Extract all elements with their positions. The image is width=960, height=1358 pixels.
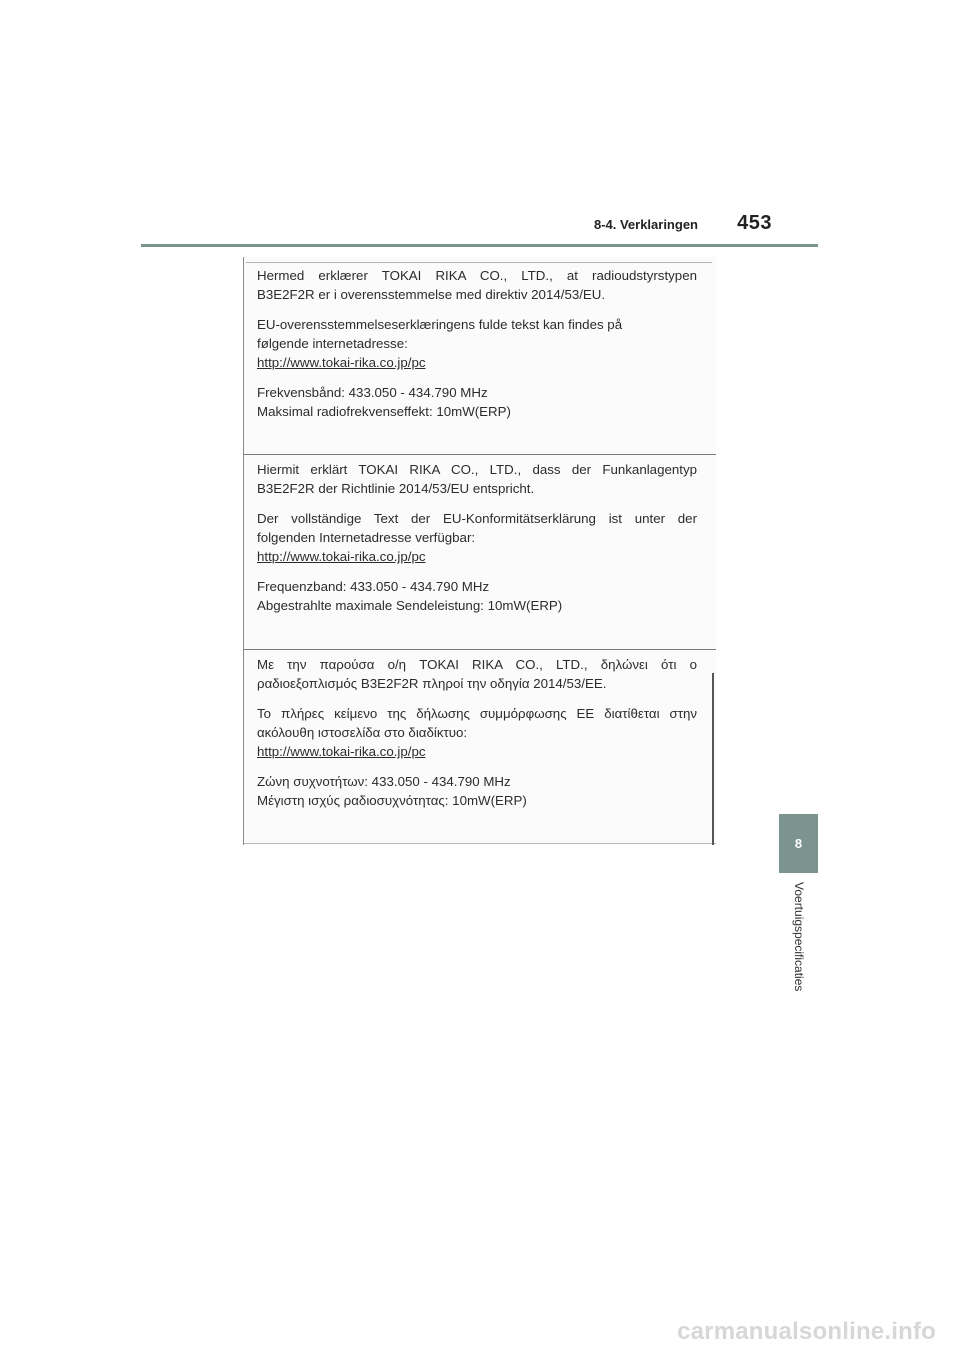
declaration-text: Hiermit erklärt TOKAI RIKA CO., LTD., dass der Funkanlagentyp	[257, 462, 697, 477]
declaration-german	[257, 460, 697, 615]
max-power: Abgestrahlte maximale Sendeleistung: 10mW(ERP)	[257, 598, 563, 613]
declaration-greek	[257, 655, 697, 810]
declaration-link: http://www.tokai-rika.co.jp/pc	[257, 549, 426, 564]
frequency-band: Ζώνη συχνοτήτων: 433.050 - 434.790 MHz	[257, 774, 511, 789]
declaration-text: ραδιοεξοπλισμός B3E2F2R πληροί την οδηγία 2014/53/ΕΕ.	[257, 676, 607, 691]
chapter-tab	[779, 814, 818, 873]
watermark-text: carmanualsonline.info	[677, 1318, 936, 1345]
declaration-text: Hermed erklærer TOKAI RIKA CO., LTD., at radioudstyrstypen	[257, 268, 697, 283]
scan-right-edge	[712, 673, 714, 845]
header-rule	[141, 244, 818, 247]
section-title: 8-4. Verklaringen	[593, 217, 698, 232]
declaration-text: Der vollständige Text der EU-Konformitätserklärung ist unter der	[257, 511, 697, 526]
frequency-band: Frequenzband: 433.050 - 434.790 MHz	[257, 579, 490, 594]
chapter-title: Voertuigspecificaties	[792, 882, 806, 992]
declaration-text: EU-overensstemmelseserklæringens fulde tekst kan findes på	[257, 317, 623, 332]
declaration-text: B3E2F2R der Richtlinie 2014/53/EU entspricht.	[257, 481, 535, 496]
page-number: 453	[737, 212, 772, 234]
chapter-number: 8	[794, 836, 803, 851]
declaration-danish	[257, 266, 697, 421]
section-divider	[244, 649, 716, 650]
max-power: Μέγιστη ισχύς ραδιοσυχνότητας: 10mW(ERP)	[257, 793, 527, 808]
declaration-text: folgenden Internetadresse verfügbar:	[257, 530, 476, 545]
declaration-text: Με την παρούσα ο/η TOKAI RIKA CO., LTD., δηλώνει ότι ο	[257, 657, 697, 672]
frequency-band: Frekvensbånd: 433.050 - 434.790 MHz	[257, 385, 488, 400]
declaration-link: http://www.tokai-rika.co.jp/pc	[257, 744, 426, 759]
declaration-text: ακόλουθη ιστοσελίδα στο διαδίκτυο:	[257, 725, 468, 740]
section-divider	[244, 454, 716, 455]
declaration-text: følgende internetadresse:	[257, 336, 408, 351]
declaration-text: B3E2F2R er i overensstemmelse med direktiv 2014/53/EU.	[257, 287, 606, 302]
declaration-text: Το πλήρες κείμενο της δήλωσης συμμόρφωσης ΕΕ διατίθεται στην	[257, 706, 697, 721]
max-power: Maksimal radiofrekvenseffekt: 10mW(ERP)	[257, 404, 511, 419]
declaration-scan	[243, 257, 716, 845]
scan-top-edge	[246, 262, 712, 263]
declaration-link: http://www.tokai-rika.co.jp/pc	[257, 355, 426, 370]
scan-bottom-edge	[244, 843, 716, 844]
